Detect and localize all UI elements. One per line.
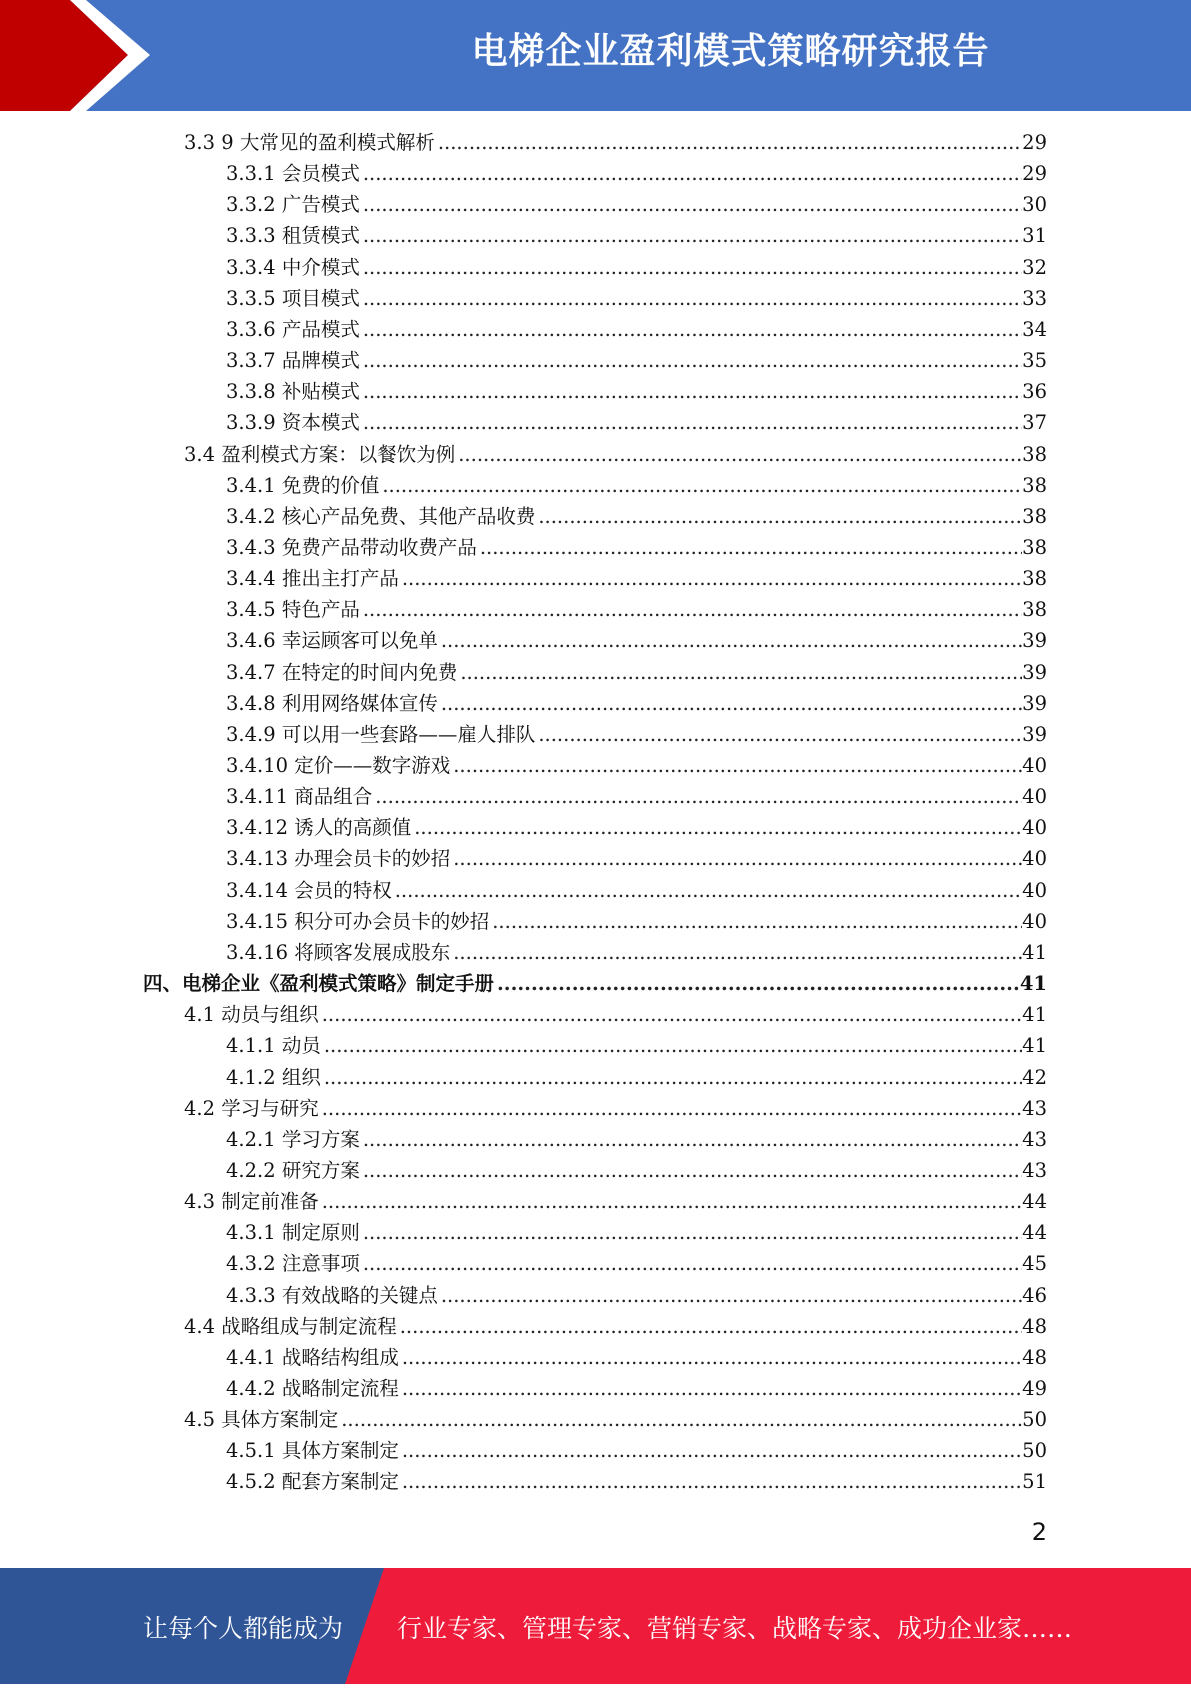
toc-entry-page: 48 [1022, 1345, 1047, 1369]
toc-entry-page: 50 [1022, 1408, 1047, 1432]
toc-entry-label: 3.4.9 可以用一些套路——雇人排队 [226, 722, 536, 746]
toc-entry[interactable] [184, 1093, 1047, 1124]
toc-leader-dots [382, 470, 1022, 501]
toc-entry[interactable] [226, 1062, 1047, 1093]
toc-entry-page: 51 [1022, 1470, 1047, 1494]
toc-entry-page: 41 [1022, 940, 1047, 964]
toc-leader-dots [480, 532, 1022, 563]
toc-entry-label: 3.4 盈利模式方案：以餐饮为例 [184, 442, 456, 466]
footer-slogan-left: 让每个人都能成为 [143, 1614, 344, 1643]
toc-entry-page: 39 [1022, 660, 1047, 684]
toc-entry-label: 3.4.5 特色产品 [226, 598, 360, 622]
toc-entry[interactable] [184, 1404, 1047, 1435]
toc-entry-page: 43 [1022, 1096, 1047, 1120]
toc-entry[interactable] [226, 781, 1047, 812]
toc-leader-dots [460, 657, 1022, 688]
toc-leader-dots [363, 1124, 1022, 1155]
toc-entry-label: 4.4 战略组成与制定流程 [184, 1314, 397, 1338]
toc-entry[interactable] [226, 1155, 1047, 1186]
header-banner [0, 0, 1191, 111]
toc-leader-dots [363, 158, 1022, 189]
toc-entry-page: 40 [1022, 785, 1047, 809]
toc-leader-dots [441, 1280, 1022, 1311]
toc-entry-page: 46 [1022, 1283, 1047, 1307]
report-title: 电梯企业盈利模式策略研究报告 [471, 31, 990, 72]
toc-entry[interactable] [226, 875, 1047, 906]
toc-entry[interactable] [226, 843, 1047, 874]
toc-leader-dots [414, 812, 1022, 843]
toc-entry[interactable] [226, 376, 1047, 407]
toc-entry-label: 3.4.11 商品组合 [226, 785, 373, 809]
toc-leader-dots [441, 688, 1022, 719]
toc-entry-page: 35 [1022, 349, 1047, 373]
toc-entry-page: 38 [1022, 598, 1047, 622]
arrow-decoration-icon [0, 0, 160, 111]
page-number: 2 [1031, 1518, 1047, 1546]
toc-leader-dots [341, 1404, 1022, 1435]
toc-entry-label: 3.4.16 将顾客发展成股东 [226, 940, 451, 964]
toc-entry-label: 4.5 具体方案制定 [184, 1408, 339, 1432]
toc-entry-label: 4.2 学习与研究 [184, 1096, 319, 1120]
toc-entry[interactable] [226, 220, 1047, 251]
toc-entry-page: 38 [1022, 504, 1047, 528]
toc-leader-dots [322, 999, 1022, 1030]
toc-entry-label: 4.5.1 具体方案制定 [226, 1439, 399, 1463]
toc-entry-page: 39 [1022, 691, 1047, 715]
toc-entry[interactable] [184, 127, 1047, 158]
toc-entry-label: 3.4.15 积分可办会员卡的妙招 [226, 909, 490, 933]
toc-entry[interactable] [226, 283, 1047, 314]
toc-entry-page: 41 [1022, 1003, 1047, 1027]
toc-entry-label: 3.4.14 会员的特权 [226, 878, 392, 902]
toc-leader-dots [402, 1342, 1022, 1373]
toc-leader-dots [363, 1248, 1022, 1279]
toc-leader-dots [363, 1155, 1022, 1186]
toc-entry[interactable] [226, 937, 1047, 968]
toc-entry-page: 38 [1022, 567, 1047, 591]
toc-entry-label: 3.4.13 办理会员卡的妙招 [226, 847, 451, 871]
toc-leader-dots [400, 1311, 1022, 1342]
toc-entry[interactable] [226, 1466, 1047, 1497]
toc-entry[interactable] [143, 968, 1047, 999]
toc-entry-label: 3.4.2 核心产品免费、其他产品收费 [226, 504, 536, 528]
toc-leader-dots [322, 1093, 1022, 1124]
toc-leader-dots [375, 781, 1022, 812]
toc-entry[interactable] [184, 1311, 1047, 1342]
toc-entry-label: 4.1 动员与组织 [184, 1003, 319, 1027]
toc-entry-label: 4.4.2 战略制定流程 [226, 1377, 399, 1400]
toc-entry[interactable] [226, 625, 1047, 656]
toc-entry-label: 4.4.1 战略结构组成 [226, 1345, 399, 1369]
toc-entry[interactable] [226, 657, 1047, 688]
toc-entry-label: 4.5.2 配套方案制定 [226, 1470, 399, 1494]
toc-entry-page: 43 [1022, 1127, 1047, 1151]
toc-entry[interactable] [226, 594, 1047, 625]
toc-entry-label: 四、电梯企业《盈利模式策略》制定手册 [143, 972, 495, 996]
toc-entry-label: 3.4.4 推出主打产品 [226, 567, 399, 591]
toc-leader-dots [453, 843, 1022, 874]
toc-entry[interactable] [184, 1186, 1047, 1217]
toc-entry-page: 44 [1022, 1221, 1047, 1245]
toc-entry-label: 4.1.2 组织 [226, 1065, 321, 1089]
toc-entry-page: 41 [1022, 1034, 1047, 1058]
toc-entry[interactable] [226, 158, 1047, 189]
toc-leader-dots [497, 968, 1020, 999]
toc-leader-dots [441, 625, 1022, 656]
toc-entry-label: 3.3.2 广告模式 [226, 193, 360, 217]
toc-leader-dots [363, 314, 1022, 345]
toc-entry-page: 43 [1022, 1158, 1047, 1182]
toc-entry-page: 41 [1019, 972, 1047, 996]
toc-leader-dots [322, 1186, 1022, 1217]
toc-entry-label: 4.3 制定前准备 [184, 1190, 319, 1214]
toc-leader-dots [363, 220, 1022, 251]
toc-entry-page: 33 [1022, 286, 1047, 310]
toc-entry-label: 3.3 9 大常见的盈利模式解析 [184, 131, 435, 154]
toc-entry-label: 3.4.8 利用网络媒体宣传 [226, 691, 438, 715]
toc-entry-page: 45 [1022, 1252, 1047, 1276]
toc-entry-page: 29 [1022, 131, 1047, 154]
toc-leader-dots [363, 283, 1022, 314]
toc-leader-dots [363, 1217, 1022, 1248]
toc-leader-dots [363, 252, 1022, 283]
toc-entry-label: 4.3.1 制定原则 [226, 1221, 360, 1245]
toc-entry[interactable] [184, 999, 1047, 1030]
toc-leader-dots [402, 563, 1022, 594]
toc-entry-label: 3.3.6 产品模式 [226, 317, 360, 341]
toc-leader-dots [538, 501, 1022, 532]
toc-entry-label: 3.3.5 项目模式 [226, 286, 360, 310]
toc-entry[interactable] [226, 1030, 1047, 1061]
toc-entry-label: 3.3.8 补贴模式 [226, 380, 360, 404]
toc-entry-label: 3.4.6 幸运顾客可以免单 [226, 629, 438, 653]
toc-entry[interactable] [184, 439, 1047, 470]
toc-entry-page: 31 [1022, 224, 1047, 248]
toc-entry[interactable] [226, 563, 1047, 594]
toc-leader-dots [438, 127, 1022, 158]
toc-entry-page: 39 [1022, 629, 1047, 653]
toc-entry[interactable] [226, 314, 1047, 345]
toc-entry[interactable] [226, 1280, 1047, 1311]
toc-entry-page: 30 [1022, 193, 1047, 217]
footer-slogan-right: 行业专家、管理专家、营销专家、战略专家、成功企业家…… [397, 1614, 1073, 1643]
footer-banner [0, 1568, 1191, 1684]
toc-leader-dots [402, 1466, 1022, 1497]
toc-entry-label: 3.3.3 租赁模式 [226, 224, 360, 248]
toc-entry[interactable] [226, 906, 1047, 937]
toc-entry[interactable] [226, 719, 1047, 750]
toc-entry[interactable] [226, 1342, 1047, 1373]
toc-leader-dots [324, 1062, 1022, 1093]
toc-leader-dots [538, 719, 1022, 750]
toc-entry-page: 38 [1022, 442, 1047, 466]
toc-leader-dots [363, 376, 1022, 407]
toc-entry-page: 29 [1022, 162, 1047, 186]
toc-entry-page: 34 [1022, 317, 1047, 341]
toc-entry[interactable] [226, 688, 1047, 719]
toc-entry[interactable] [226, 750, 1047, 781]
toc-entry-page: 40 [1022, 754, 1047, 777]
toc-leader-dots [395, 875, 1022, 906]
toc-entry[interactable] [226, 470, 1047, 501]
toc-entry-label: 4.3.2 注意事项 [226, 1252, 360, 1276]
toc-entry-page: 37 [1022, 411, 1047, 435]
toc-entry-label: 3.4.7 在特定的时间内免费 [226, 660, 458, 684]
toc-leader-dots [402, 1435, 1022, 1466]
toc-entry-page: 42 [1022, 1065, 1047, 1089]
toc-leader-dots [363, 594, 1022, 625]
toc-entry-page: 39 [1022, 722, 1047, 746]
toc-entry[interactable] [226, 812, 1047, 843]
toc-leader-dots [492, 906, 1022, 937]
toc-leader-dots [363, 407, 1022, 438]
toc-entry-page: 50 [1022, 1439, 1047, 1463]
toc-leader-dots [458, 439, 1022, 470]
toc-entry-label: 3.3.7 品牌模式 [226, 349, 360, 373]
toc-entry[interactable] [226, 1435, 1047, 1466]
toc-leader-dots [402, 1373, 1022, 1404]
toc-entry-label: 3.4.3 免费产品带动收费产品 [226, 535, 477, 559]
toc-entry-page: 44 [1022, 1190, 1047, 1214]
toc-entry[interactable] [226, 1248, 1047, 1279]
toc-leader-dots [363, 345, 1022, 376]
toc-entry[interactable] [226, 345, 1047, 376]
toc-entry[interactable] [226, 1373, 1047, 1404]
toc-entry-label: 4.2.1 学习方案 [226, 1127, 360, 1151]
toc-entry-label: 3.4.1 免费的价值 [226, 473, 380, 497]
toc-entry-page: 49 [1022, 1377, 1047, 1400]
toc-entry[interactable] [226, 252, 1047, 283]
toc-entry-page: 40 [1022, 909, 1047, 933]
toc-entry[interactable] [226, 501, 1047, 532]
toc-entry-page: 38 [1022, 473, 1047, 497]
toc-entry[interactable] [226, 189, 1047, 220]
toc-entry[interactable] [226, 1217, 1047, 1248]
toc-entry-page: 32 [1022, 255, 1047, 279]
toc-entry-page: 40 [1022, 878, 1047, 902]
toc-entry[interactable] [226, 1124, 1047, 1155]
toc-entry-page: 36 [1022, 380, 1047, 404]
toc-leader-dots [453, 937, 1022, 968]
toc-entry-page: 38 [1022, 535, 1047, 559]
toc-entry-page: 40 [1022, 847, 1047, 871]
toc-entry-label: 4.1.1 动员 [226, 1034, 321, 1058]
toc-entry-label: 3.3.4 中介模式 [226, 255, 360, 279]
toc-entry-label: 3.4.12 诱人的高颜值 [226, 816, 412, 840]
toc-entry-label: 4.3.3 有效战略的关键点 [226, 1283, 438, 1307]
toc-entry-label: 3.4.10 定价——数字游戏 [226, 754, 451, 777]
toc-entry-page: 48 [1022, 1314, 1047, 1338]
toc-leader-dots [363, 189, 1022, 220]
toc-leader-dots [324, 1030, 1022, 1061]
toc-entry-label: 4.2.2 研究方案 [226, 1158, 360, 1182]
toc-entry-page: 40 [1022, 816, 1047, 840]
toc-entry[interactable] [226, 532, 1047, 563]
toc-entry[interactable] [226, 407, 1047, 438]
toc-leader-dots [453, 750, 1022, 781]
toc-entry-label: 3.3.1 会员模式 [226, 162, 360, 186]
toc-entry-label: 3.3.9 资本模式 [226, 411, 360, 435]
